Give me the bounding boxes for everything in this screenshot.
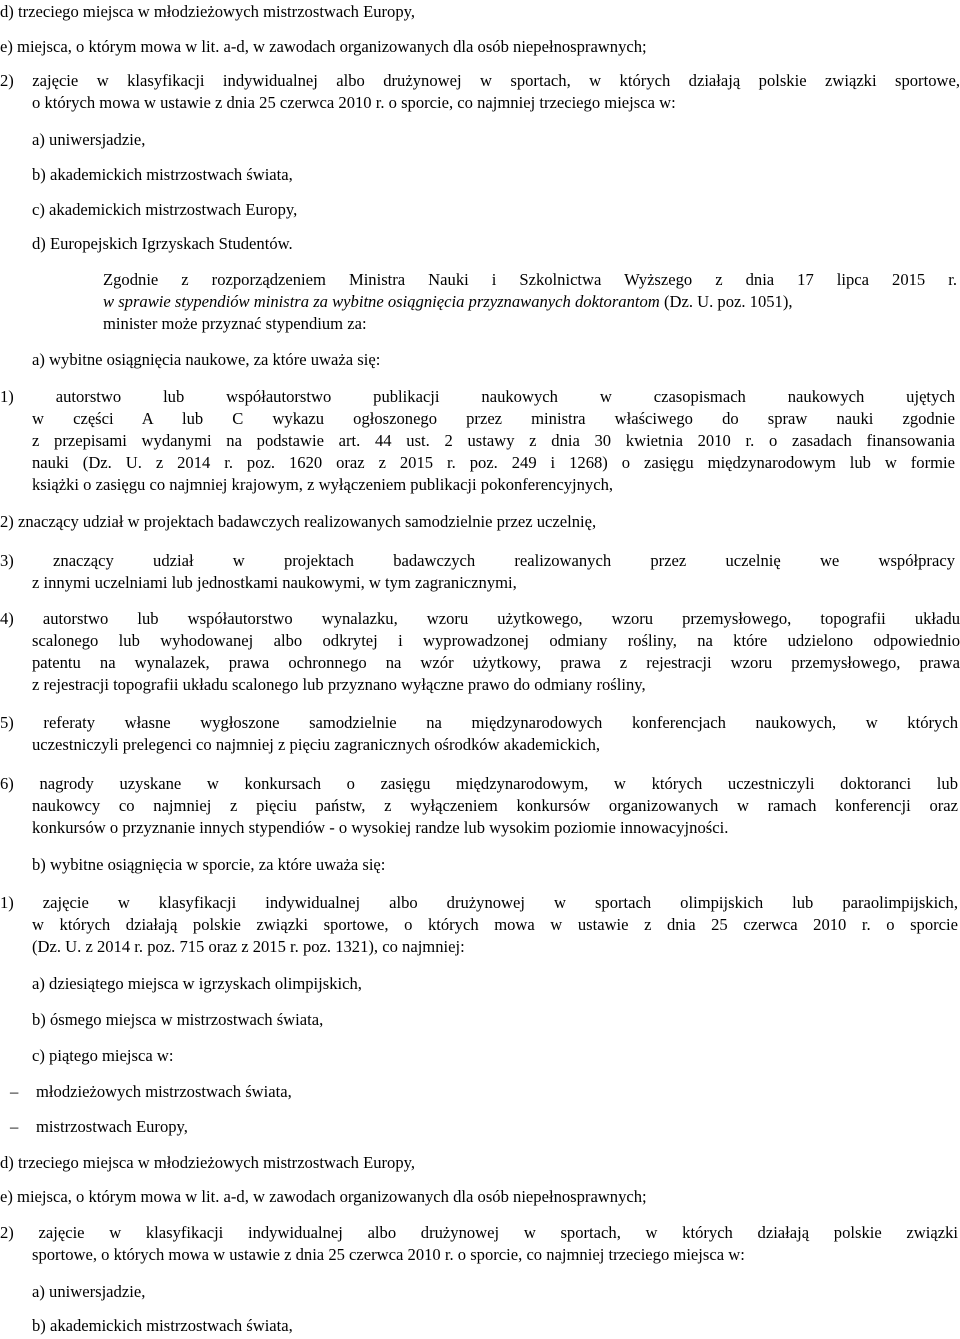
- list-item: c) piątego miejsca w:: [32, 1046, 174, 1065]
- list-item: 5) referaty własne wygłoszone samodzielnie na międzynarodowych konferencjach naukowych, w których: [0, 713, 958, 732]
- dash-bullet: –: [10, 1117, 19, 1136]
- list-item-continuation: książki o zasięgu co najmniej krajowym, z wyłączeniem publikacji pokonferencyjnych,: [32, 475, 614, 494]
- list-item: 1) zajęcie w klasyfikacji indywidualnej albo drużynowej w sportach olimpijskich lub paraolimpijskich,: [0, 893, 958, 912]
- list-item-continuation: w części A lub C wykazu ogłoszonego przez ministra właściwego do spraw nauki zgodnie: [32, 409, 955, 428]
- list-item: c) akademickich mistrzostwach Europy,: [32, 200, 298, 219]
- list-item-continuation: nauki (Dz. U. z 2014 r. poz. 1620 oraz z 2015 r. poz. 249 i 1268) o zasięgu międzynarodowym lub w formie: [32, 453, 955, 472]
- list-item: e) miejsca, o którym mowa w lit. a-d, w zawodach organizowanych dla osób niepełnosprawnych;: [0, 37, 647, 56]
- list-item: 6) nagrody uzyskane w konkursach o zasięgu międzynarodowym, w których uczestniczyli doktoranci lub: [0, 774, 958, 793]
- list-item: d) trzeciego miejsca w młodzieżowych mistrzostwach Europy,: [0, 2, 416, 21]
- list-item-continuation: z rejestracji topografii układu scalonego lub przyznano wyłączne prawo do odmiany rośliny,: [32, 675, 646, 694]
- list-item-continuation: konkursów o przyznanie innych stypendiów - o wysokiej randze lub wysokim poziomie innowacyjności.: [32, 818, 729, 837]
- list-item: a) uniwersjadzie,: [32, 130, 146, 149]
- list-item-continuation: naukowcy co najmniej z pięciu państw, z wyłączeniem konkursów organizowanych w ramach konferencji oraz: [32, 796, 958, 815]
- list-item-continuation: z innymi uczelniami lub jednostkami naukowymi, w tym zagranicznymi,: [32, 573, 517, 592]
- list-item: 2) znaczący udział w projektach badawczych realizowanych samodzielnie przez uczelnię,: [0, 512, 597, 531]
- list-item-dash: [10, 1082, 292, 1102]
- list-item-continuation: z przepisami wydanymi na podstawie art. 44 ust. 2 ustawy z dnia 30 kwietnia 2010 r. o zasadach finansowania: [32, 431, 955, 450]
- list-item: 3) znaczący udział w projektach badawczych realizowanych przez uczelnię we współpracy: [0, 551, 955, 570]
- list-item: e) miejsca, o którym mowa w lit. a-d, w zawodach organizowanych dla osób niepełnosprawnych;: [0, 1187, 647, 1206]
- list-item: a) dziesiątego miejsca w igrzyskach olimpijskich,: [32, 974, 362, 993]
- list-item: b) akademickich mistrzostwach świata,: [32, 165, 293, 184]
- list-item: b) akademickich mistrzostwach świata,: [32, 1316, 293, 1335]
- dash-item-text: młodzieżowych mistrzostwach świata,: [36, 1082, 292, 1101]
- list-item: d) trzeciego miejsca w młodzieżowych mistrzostwach Europy,: [0, 1153, 416, 1172]
- section-heading: a) wybitne osiągnięcia naukowe, za które uważa się:: [32, 350, 381, 369]
- list-item: d) Europejskich Igrzyskach Studentów.: [32, 234, 293, 253]
- regulation-title: w sprawie stypendiów ministra za wybitne osiągnięcia przyznawanych doktorantom: [103, 292, 660, 311]
- list-item: 2) zajęcie w klasyfikacji indywidualnej albo drużynowej w sportach, w których działają polskie związki: [0, 1223, 958, 1242]
- list-item-continuation: sportowe, o których mowa w ustawie z dnia 25 czerwca 2010 r. o sporcie, co najmniej trzeciego miejsca w:: [32, 1245, 745, 1264]
- dash-item-text: mistrzostwach Europy,: [36, 1117, 188, 1136]
- list-item-continuation: (Dz. U. z 2014 r. poz. 715 oraz z 2015 r. poz. 1321), co najmniej:: [32, 937, 465, 956]
- list-item-dash: [10, 1117, 188, 1137]
- list-item-continuation: w których działają polskie związki sportowe, o których mowa w ustawie z dnia 25 czerwca 2010 r. o sporcie: [32, 915, 958, 934]
- list-item-continuation: scalonego lub wyhodowanej albo odkrytej i wyprowadzonej odmiany rośliny, na które udzielono odpowiednio: [32, 631, 960, 650]
- paragraph-line: Zgodnie z rozporządzeniem Ministra Nauki i Szkolnictwa Wyższego z dnia 17 lipca 2015 r.: [103, 270, 957, 289]
- list-item: 2) zajęcie w klasyfikacji indywidualnej albo drużynowej w sportach, w których działają polskie związki sportowe,: [0, 71, 960, 90]
- list-item-continuation: uczestniczyli prelegenci co najmniej z pięciu zagranicznych ośrodków akademickich,: [32, 735, 601, 754]
- list-item-continuation: patentu na wynalazek, prawa ochronnego na wzór użytkowy, prawa z rejestracji wzoru przemysłowego, prawa: [32, 653, 960, 672]
- list-item: 1) autorstwo lub współautorstwo publikacji naukowych w czasopismach naukowych ujętych: [0, 387, 955, 406]
- list-item: a) uniwersjadzie,: [32, 1282, 146, 1301]
- list-item: b) ósmego miejsca w mistrzostwach świata,: [32, 1010, 324, 1029]
- paragraph-line: [103, 292, 793, 312]
- list-item-continuation: o których mowa w ustawie z dnia 25 czerwca 2010 r. o sporcie, co najmniej trzeciego miejsca w:: [32, 93, 676, 112]
- dash-bullet: –: [10, 1082, 19, 1101]
- paragraph-line: minister może przyznać stypendium za:: [103, 314, 367, 333]
- regulation-citation: (Dz. U. poz. 1051),: [659, 292, 793, 311]
- list-item: 4) autorstwo lub współautorstwo wynalazku, wzoru użytkowego, wzoru przemysłowego, topografii układu: [0, 609, 960, 628]
- section-heading: b) wybitne osiągnięcia w sporcie, za które uważa się:: [32, 855, 386, 874]
